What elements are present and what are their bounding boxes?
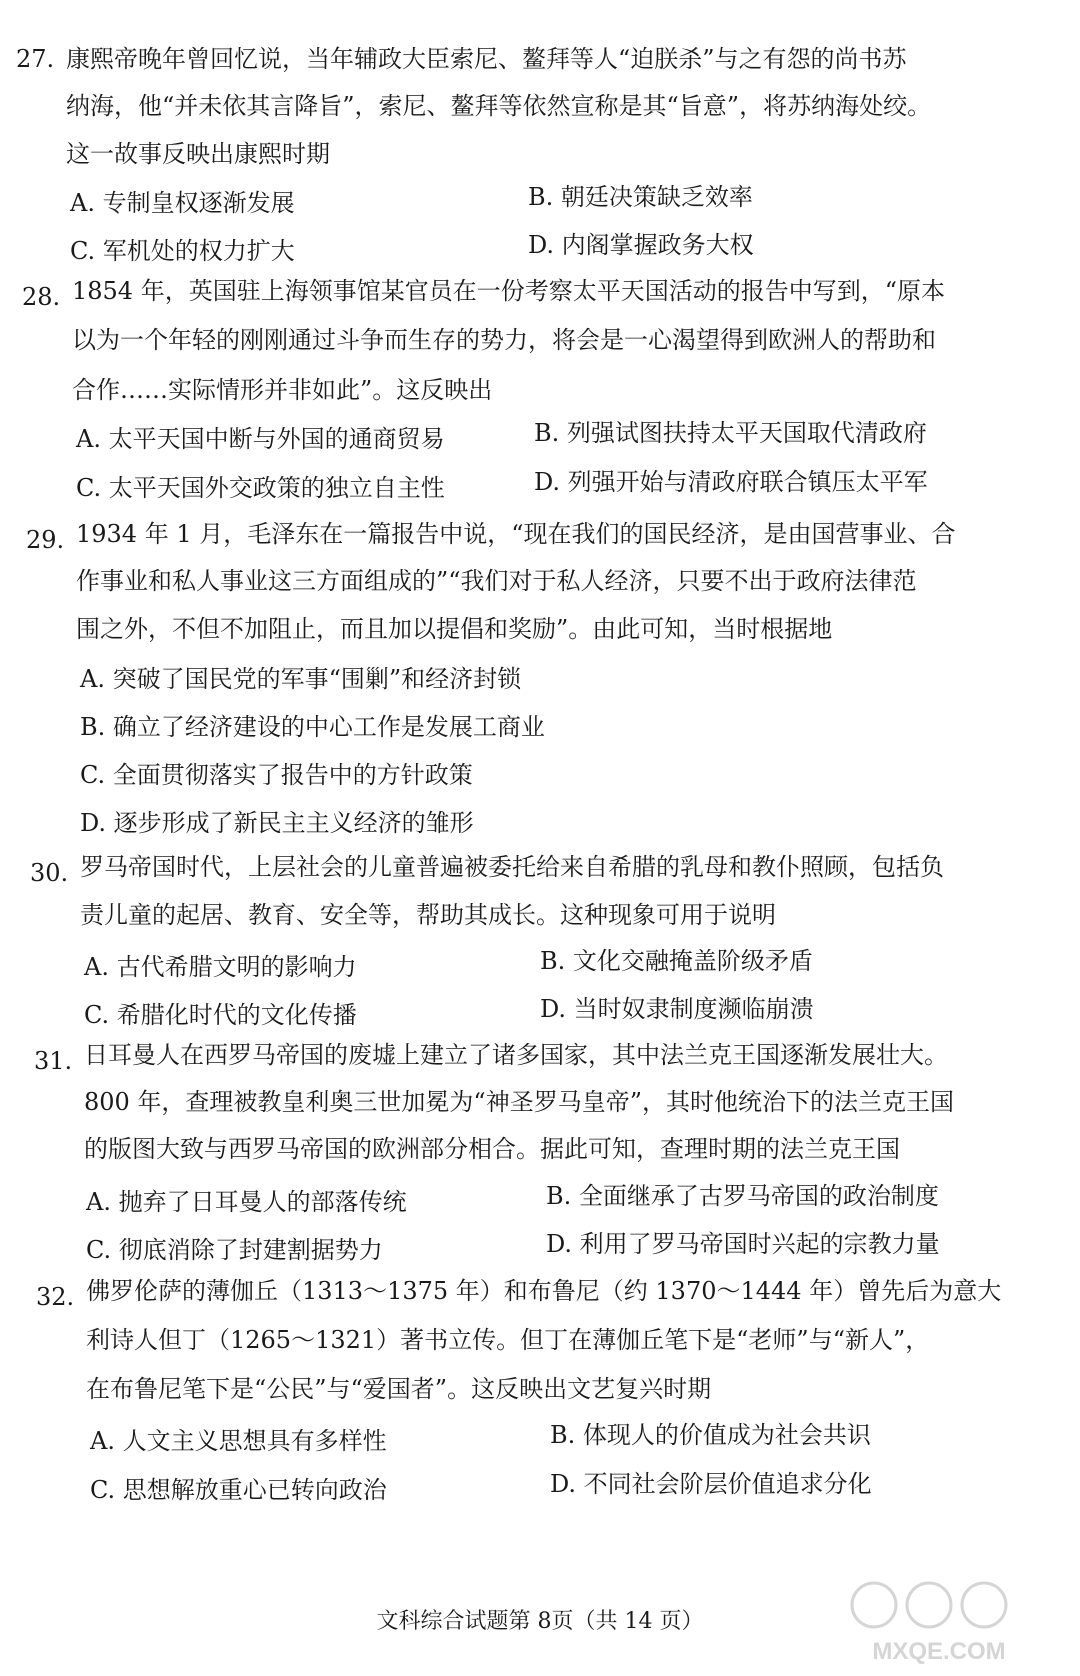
- option-b: [550, 1420, 871, 1450]
- watermark-logo: [834, 1565, 1044, 1670]
- option-text: 希腊化时代的文化传播: [116, 1001, 357, 1029]
- question-number: 27.: [16, 45, 55, 73]
- option-text: 列强开始与清政府联合镇压太平军: [567, 468, 928, 496]
- option-letter: C.: [70, 237, 96, 265]
- option-d: [80, 808, 474, 838]
- option-a: [70, 188, 295, 218]
- option-text: 逐步形成了新民主主义经济的雏形: [113, 809, 474, 837]
- option-d: [528, 230, 754, 260]
- option-a: [90, 1426, 387, 1456]
- question-stem-line: 日耳曼人在西罗马帝国的废墟上建立了诸多国家，其中法兰克王国逐渐发展壮大。: [84, 1041, 948, 1069]
- question-number: 30.: [30, 859, 69, 887]
- watermark-circle-icon: [852, 1583, 896, 1627]
- option-letter: A.: [76, 425, 101, 453]
- question-stem-line: 这一故事反映出康熙时期: [66, 140, 330, 168]
- option-letter: C.: [80, 761, 106, 789]
- option-letter: D.: [534, 468, 561, 496]
- question-number: 32.: [36, 1283, 75, 1311]
- option-text: 利用了罗马帝国时兴起的宗教力量: [579, 1230, 940, 1258]
- option-text: 文化交融掩盖阶级矛盾: [572, 947, 813, 975]
- option-a: [84, 952, 357, 982]
- question-number: 28.: [22, 283, 61, 311]
- option-letter: D.: [540, 995, 567, 1023]
- question-stem-line: 在布鲁尼笔下是“公民”与“爱国者”。这反映出文艺复兴时期: [86, 1375, 712, 1403]
- option-c: [70, 236, 295, 266]
- question-number: 29.: [26, 526, 65, 554]
- option-b: [546, 1181, 939, 1211]
- option-text: 内阁掌握政务大权: [561, 231, 754, 259]
- option-d: [550, 1469, 872, 1499]
- option-c: [86, 1235, 383, 1265]
- option-text: 不同社会阶层价值追求分化: [583, 1470, 872, 1498]
- option-c: [84, 1000, 357, 1030]
- option-letter: D.: [528, 231, 555, 259]
- option-text: 太平天国外交政策的独立自主性: [108, 474, 445, 502]
- option-letter: A.: [90, 1427, 115, 1455]
- option-d: [534, 467, 928, 497]
- option-b: [534, 418, 927, 448]
- question-stem-line: 合作……实际情形并非如此”。这反映出: [72, 376, 493, 404]
- option-text: 体现人的价值成为社会共识: [582, 1421, 871, 1449]
- option-c: [80, 760, 473, 790]
- option-c: [90, 1475, 387, 1505]
- option-a: [80, 664, 521, 694]
- option-letter: B.: [534, 419, 560, 447]
- option-letter: D.: [550, 1470, 577, 1498]
- option-text: 确立了经济建设的中心工作是发展工商业: [112, 713, 545, 741]
- option-text: 当时奴隶制度濒临崩溃: [573, 995, 814, 1023]
- option-text: 突破了国民党的军事“围剿”和经济封锁: [112, 665, 522, 693]
- question-stem-line: 1854 年，英国驻上海领事馆某官员在一份考察太平天国活动的报告中写到，“原本: [72, 277, 945, 305]
- option-text: 列强试图扶持太平天国取代清政府: [566, 419, 927, 447]
- option-letter: A.: [86, 1188, 111, 1216]
- option-text: 古代希腊文明的影响力: [116, 953, 357, 981]
- option-b: [528, 182, 753, 212]
- watermark-text: MXQE.COM: [872, 1638, 1006, 1665]
- option-text: 全面继承了古罗马帝国的政治制度: [578, 1182, 939, 1210]
- option-text: 太平天国中断与外国的通商贸易: [108, 425, 445, 453]
- option-letter: D.: [546, 1230, 573, 1258]
- question-stem-line: 围之外，不但不加阻止，而且加以提倡和奖励”。由此可知，当时根据地: [76, 615, 833, 643]
- option-letter: C.: [76, 474, 102, 502]
- option-letter: A.: [70, 189, 95, 217]
- option-letter: B.: [550, 1421, 576, 1449]
- option-letter: A.: [84, 953, 109, 981]
- option-text: 朝廷决策缺乏效率: [560, 183, 753, 211]
- option-text: 专制皇权逐渐发展: [102, 189, 295, 217]
- option-a: [86, 1187, 407, 1217]
- question-stem-line: 作事业和私人事业这三方面组成的”“我们对于私人经济，只要不出于政府法律范: [76, 567, 917, 595]
- option-letter: B.: [546, 1182, 572, 1210]
- option-text: 抛弃了日耳曼人的部落传统: [118, 1188, 407, 1216]
- option-c: [76, 473, 445, 503]
- question-stem-line: 纳海，他“并未依其言降旨”，索尼、鳌拜等依然宣称是其“旨意”，将苏纳海处绞。: [66, 92, 932, 120]
- watermark-circle-icon: [962, 1583, 1006, 1627]
- question-stem-line: 责儿童的起居、教育、安全等，帮助其成长。这种现象可用于说明: [80, 901, 776, 929]
- option-letter: B.: [540, 947, 566, 975]
- option-text: 彻底消除了封建割据势力: [118, 1236, 383, 1264]
- question-stem-line: 1934 年 1 月，毛泽东在一篇报告中说，“现在我们的国民经济，是由国营事业、合: [76, 520, 956, 548]
- question-stem-line: 罗马帝国时代，上层社会的儿童普遍被委托给来自希腊的乳母和教仆照顾，包括负: [80, 853, 944, 881]
- option-letter: C.: [84, 1001, 110, 1029]
- option-d: [540, 994, 814, 1024]
- question-stem-line: 利诗人但丁（1265～1321）著书立传。但丁在薄伽丘笔下是“老师”与“新人”，: [86, 1326, 930, 1354]
- option-letter: B.: [528, 183, 554, 211]
- option-b: [540, 946, 813, 976]
- option-letter: C.: [86, 1236, 112, 1264]
- question-stem-line: 的版图大致与西罗马帝国的欧洲部分相合。据此可知，查理时期的法兰克王国: [84, 1135, 900, 1163]
- option-letter: B.: [80, 713, 106, 741]
- option-text: 人文主义思想具有多样性: [122, 1427, 387, 1455]
- option-text: 全面贯彻落实了报告中的方针政策: [112, 761, 473, 789]
- option-letter: A.: [80, 665, 105, 693]
- option-letter: C.: [90, 1476, 116, 1504]
- question-stem-line: 佛罗伦萨的薄伽丘（1313～1375 年）和布鲁尼（约 1370～1444 年）曾先后为意大: [86, 1277, 1002, 1305]
- question-stem-line: 康熙帝晚年曾回忆说，当年辅政大臣索尼、鳌拜等人“迫朕杀”与之有怨的尚书苏: [66, 45, 907, 73]
- option-text: 思想解放重心已转向政治: [122, 1476, 387, 1504]
- watermark-circle-icon: [907, 1583, 951, 1627]
- question-stem-line: 800 年，查理被教皇利奥三世加冕为“神圣罗马皇帝”，其时他统治下的法兰克王国: [84, 1088, 954, 1116]
- option-b: [80, 712, 545, 742]
- question-number: 31.: [34, 1047, 73, 1075]
- option-text: 军机处的权力扩大: [102, 237, 295, 265]
- page-footer: 文科综合试题第 8页（共 14 页）: [376, 1609, 704, 1634]
- option-a: [76, 424, 445, 454]
- option-d: [546, 1229, 940, 1259]
- option-letter: D.: [80, 809, 107, 837]
- question-stem-line: 以为一个年轻的刚刚通过斗争而生存的势力，将会是一心渴望得到欧洲人的帮助和: [72, 326, 936, 354]
